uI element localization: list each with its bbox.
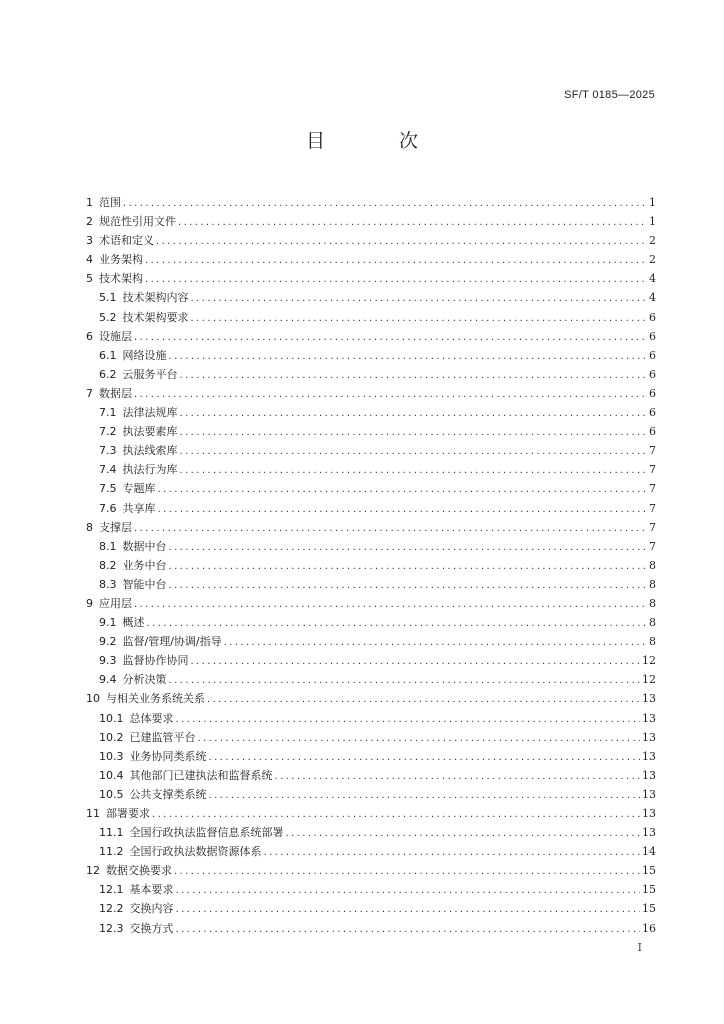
toc-entry-title: 其他部门已建执法和监督系统 [129, 768, 273, 782]
document-code: SF/T 0185—2025 [564, 89, 655, 101]
page-title: 目 次 [305, 130, 453, 152]
toc-entry-number: 5.1 [99, 291, 117, 305]
toc-entry[interactable] [86, 288, 656, 307]
toc-entry-number: 7 [86, 386, 93, 400]
toc-entry[interactable] [86, 823, 656, 842]
toc-entry-number: 12.2 [99, 902, 124, 916]
toc-leader-dots [224, 633, 647, 652]
toc-entry-title: 云服务平台 [122, 367, 178, 381]
toc-entry-page: 6 [649, 329, 656, 343]
toc-entry-number: 1 [86, 196, 93, 209]
toc-entry-page: 6 [649, 367, 656, 381]
toc-entry-number: 8.2 [99, 558, 117, 572]
toc-entry-number: 7.5 [99, 482, 117, 496]
toc-entry[interactable] [86, 689, 656, 708]
toc-leader-dots [169, 557, 648, 576]
toc-entry-title: 监督协作协同 [122, 654, 189, 668]
toc-leader-dots [134, 385, 647, 404]
toc-entry-page: 14 [642, 845, 656, 859]
toc-entry-number: 7.2 [99, 425, 117, 439]
toc-entry-number: 10.4 [99, 768, 124, 782]
toc-entry-page: 7 [649, 463, 656, 477]
toc-entry-title: 设施层 [99, 329, 132, 343]
toc-entry[interactable] [86, 575, 656, 594]
toc-entry-number: 10.3 [99, 749, 124, 763]
toc-entry-page: 2 [649, 253, 656, 267]
toc-leader-dots [209, 748, 641, 767]
toc-entry-title: 基本要求 [129, 883, 174, 897]
toc-entry-number: 6.2 [99, 367, 117, 381]
toc-leader-dots [176, 900, 641, 919]
toc-entry-page: 8 [649, 596, 656, 610]
toc-leader-dots [180, 404, 648, 423]
toc-entry[interactable] [86, 709, 656, 728]
toc-leader-dots [176, 881, 641, 900]
toc-entry-number: 7.1 [99, 406, 117, 420]
toc-entry[interactable] [86, 403, 656, 422]
toc-entry-number: 11.2 [99, 845, 124, 859]
toc-entry-page: 8 [649, 635, 656, 649]
toc-leader-dots [180, 366, 648, 385]
toc-entry-title: 技术架构内容 [122, 291, 189, 305]
toc-leader-dots [152, 805, 640, 824]
toc-leader-dots [147, 614, 648, 633]
toc-entry-page: 13 [642, 692, 656, 706]
toc-entry-title: 专题库 [122, 482, 156, 496]
toc-entry-title: 业务中台 [122, 558, 167, 572]
toc-entry[interactable] [86, 670, 656, 689]
toc-leader-dots [145, 251, 647, 270]
toc-entry-page: 2 [649, 234, 656, 248]
toc-entry-title: 公共支撑类系统 [129, 787, 207, 801]
toc-leader-dots [178, 213, 647, 232]
toc-entry-number: 6 [86, 329, 93, 343]
toc-entry[interactable] [86, 919, 656, 938]
toc-entry-title: 技术架构 [99, 272, 143, 286]
toc-entry-title: 共享库 [122, 501, 156, 515]
toc-entry-number: 6.1 [99, 348, 117, 362]
toc-entry-title: 全国行政执法监督信息系统部署 [129, 826, 284, 840]
toc-entry-page: 7 [649, 501, 656, 515]
toc-entry-page: 13 [642, 807, 656, 820]
toc-entry-page: 15 [642, 902, 656, 916]
toc-leader-dots [169, 576, 648, 595]
toc-entry-title: 网络设施 [122, 348, 167, 362]
toc-leader-dots [286, 824, 641, 843]
toc-entry[interactable] [86, 804, 656, 823]
toc-entry-number: 5.2 [99, 310, 117, 324]
toc-entry-number: 12.1 [99, 883, 124, 897]
toc-entry[interactable] [86, 308, 656, 327]
toc-entry-title: 数据层 [99, 386, 132, 400]
toc-entry-page: 15 [642, 864, 656, 878]
toc-entry-title: 已建监管平台 [129, 730, 196, 744]
toc-leader-dots [176, 920, 641, 939]
toc-entry-title: 应用层 [99, 596, 132, 610]
toc-entry[interactable] [86, 327, 656, 346]
toc-entry[interactable] [86, 441, 656, 460]
toc-entry-title: 术语和定义 [99, 234, 154, 248]
toc-leader-dots [134, 519, 647, 538]
toc-entry-title: 技术架构要求 [122, 310, 189, 324]
toc-entry-number: 9.4 [99, 673, 117, 687]
toc-leader-dots [264, 843, 641, 862]
toc-entry[interactable] [86, 384, 656, 403]
toc-entry[interactable] [86, 785, 656, 804]
toc-entry-title: 总体要求 [129, 711, 174, 725]
toc-entry-page: 6 [649, 386, 656, 400]
toc-leader-dots [145, 270, 647, 289]
toc-entry-title: 数据中台 [122, 539, 167, 553]
toc-entry[interactable] [86, 594, 656, 613]
toc-entry-title: 分析决策 [122, 673, 167, 687]
toc-entry[interactable] [86, 460, 656, 479]
toc-entry[interactable] [86, 632, 656, 651]
toc-leader-dots [180, 423, 648, 442]
toc-entry-number: 11 [86, 807, 100, 820]
toc-entry[interactable] [86, 231, 656, 250]
toc-entry-number: 10.2 [99, 730, 124, 744]
toc-entry-title: 支撑层 [99, 520, 132, 534]
toc-entry-title: 法律法规库 [122, 406, 178, 420]
toc-entry-title: 执法行为库 [122, 463, 178, 477]
toc-entry-number: 12.3 [99, 921, 124, 935]
toc-entry-number: 10.1 [99, 711, 124, 725]
toc-entry-page: 7 [649, 482, 656, 496]
toc-entry-title: 与相关业务系统关系 [106, 692, 205, 706]
toc-entry-title: 概述 [122, 616, 145, 630]
toc-entry-number: 8 [86, 520, 93, 534]
toc-leader-dots [156, 232, 647, 251]
toc-entry-page: 13 [642, 787, 656, 801]
toc-entry[interactable] [86, 766, 656, 785]
toc-entry-title: 交换方式 [129, 921, 174, 935]
toc-entry-page: 8 [649, 558, 656, 572]
toc-entry[interactable] [86, 842, 656, 861]
toc-entry-number: 11.1 [99, 826, 124, 840]
toc-entry-number: 9.1 [99, 616, 117, 630]
toc-entry-title: 规范性引用文件 [99, 215, 176, 229]
toc-entry-number: 9.2 [99, 635, 117, 649]
toc-entry[interactable] [86, 250, 656, 269]
toc-entry-title: 执法要素库 [122, 425, 178, 439]
toc-entry-title: 智能中台 [122, 577, 167, 591]
toc-entry[interactable] [86, 193, 656, 212]
toc-entry-page: 7 [649, 444, 656, 458]
toc-leader-dots [169, 347, 648, 366]
toc-entry[interactable] [86, 728, 656, 747]
toc-entry[interactable] [86, 880, 656, 899]
toc-entry-number: 10 [86, 692, 100, 706]
toc-entry-number: 2 [86, 215, 93, 229]
toc-entry-page: 13 [642, 749, 656, 763]
toc-entry-title: 监督/管理/协调/指导 [122, 635, 222, 649]
toc-entry[interactable] [86, 651, 656, 670]
toc-entry-page: 4 [649, 272, 656, 286]
toc-entry-page: 13 [642, 768, 656, 782]
toc-entry[interactable] [86, 365, 656, 384]
toc-entry-number: 10.5 [99, 787, 124, 801]
toc-entry-page: 15 [642, 883, 656, 897]
toc-entry-page: 8 [649, 616, 656, 630]
toc-leader-dots [207, 690, 640, 709]
toc-entry-title: 业务架构 [99, 253, 143, 267]
toc-entry-page: 7 [649, 539, 656, 553]
toc-entry[interactable] [86, 269, 656, 288]
table-of-contents [86, 193, 656, 938]
page-number: I [637, 941, 642, 954]
toc-entry-page: 6 [649, 348, 656, 362]
toc-entry-title: 业务协同类系统 [129, 749, 207, 763]
toc-entry[interactable] [86, 499, 656, 518]
toc-entry-page: 13 [642, 711, 656, 725]
toc-leader-dots [158, 480, 648, 499]
toc-leader-dots [158, 500, 648, 519]
toc-leader-dots [180, 461, 648, 480]
toc-entry-page: 12 [642, 673, 656, 687]
toc-entry[interactable] [86, 479, 656, 498]
toc-entry-page: 4 [649, 291, 656, 305]
toc-entry-page: 8 [649, 577, 656, 591]
toc-entry[interactable] [86, 861, 656, 880]
toc-leader-dots [176, 710, 641, 729]
toc-leader-dots [275, 767, 641, 786]
toc-entry-number: 9.3 [99, 654, 117, 668]
toc-entry-number: 5 [86, 272, 93, 286]
toc-leader-dots [123, 194, 647, 213]
toc-entry-number: 12 [86, 864, 100, 878]
toc-entry-page: 13 [642, 730, 656, 744]
toc-entry[interactable] [86, 556, 656, 575]
toc-entry-number: 7.3 [99, 444, 117, 458]
toc-entry-title: 交换内容 [129, 902, 174, 916]
toc-leader-dots [191, 309, 648, 328]
toc-entry[interactable] [86, 613, 656, 632]
toc-entry-number: 4 [86, 253, 93, 267]
toc-entry-title: 数据交换要求 [106, 864, 172, 878]
toc-entry-title: 全国行政执法数据资源体系 [129, 845, 262, 859]
toc-leader-dots [134, 328, 647, 347]
toc-entry-page: 7 [649, 520, 656, 534]
toc-entry[interactable] [86, 537, 656, 556]
toc-entry-number: 8.3 [99, 577, 117, 591]
toc-entry-page: 6 [649, 310, 656, 324]
toc-leader-dots [174, 862, 640, 881]
toc-leader-dots [169, 671, 641, 690]
toc-leader-dots [191, 652, 641, 671]
toc-entry-page: 1 [649, 215, 656, 229]
toc-entry-page: 6 [649, 425, 656, 439]
toc-leader-dots [191, 289, 648, 308]
toc-entry[interactable] [86, 518, 656, 537]
toc-entry-page: 1 [649, 196, 656, 209]
toc-entry[interactable] [86, 346, 656, 365]
toc-entry-number: 3 [86, 234, 93, 248]
toc-entry-title: 范围 [99, 196, 121, 209]
toc-entry[interactable] [86, 899, 656, 918]
toc-leader-dots [180, 442, 648, 461]
toc-entry[interactable] [86, 747, 656, 766]
toc-entry-number: 9 [86, 596, 93, 610]
toc-entry-page: 13 [642, 826, 656, 840]
toc-leader-dots [169, 538, 648, 557]
toc-entry-title: 执法线索库 [122, 444, 178, 458]
toc-entry-number: 8.1 [99, 539, 117, 553]
toc-leader-dots [134, 595, 647, 614]
toc-entry-title: 部署要求 [106, 807, 150, 820]
toc-leader-dots [198, 729, 641, 748]
toc-entry-number: 7.6 [99, 501, 117, 515]
toc-entry-page: 16 [642, 921, 656, 935]
toc-entry-number: 7.4 [99, 463, 117, 477]
toc-leader-dots [209, 786, 641, 805]
toc-entry[interactable] [86, 422, 656, 441]
toc-entry[interactable] [86, 212, 656, 231]
toc-entry-page: 6 [649, 406, 656, 420]
toc-entry-page: 12 [642, 654, 656, 668]
